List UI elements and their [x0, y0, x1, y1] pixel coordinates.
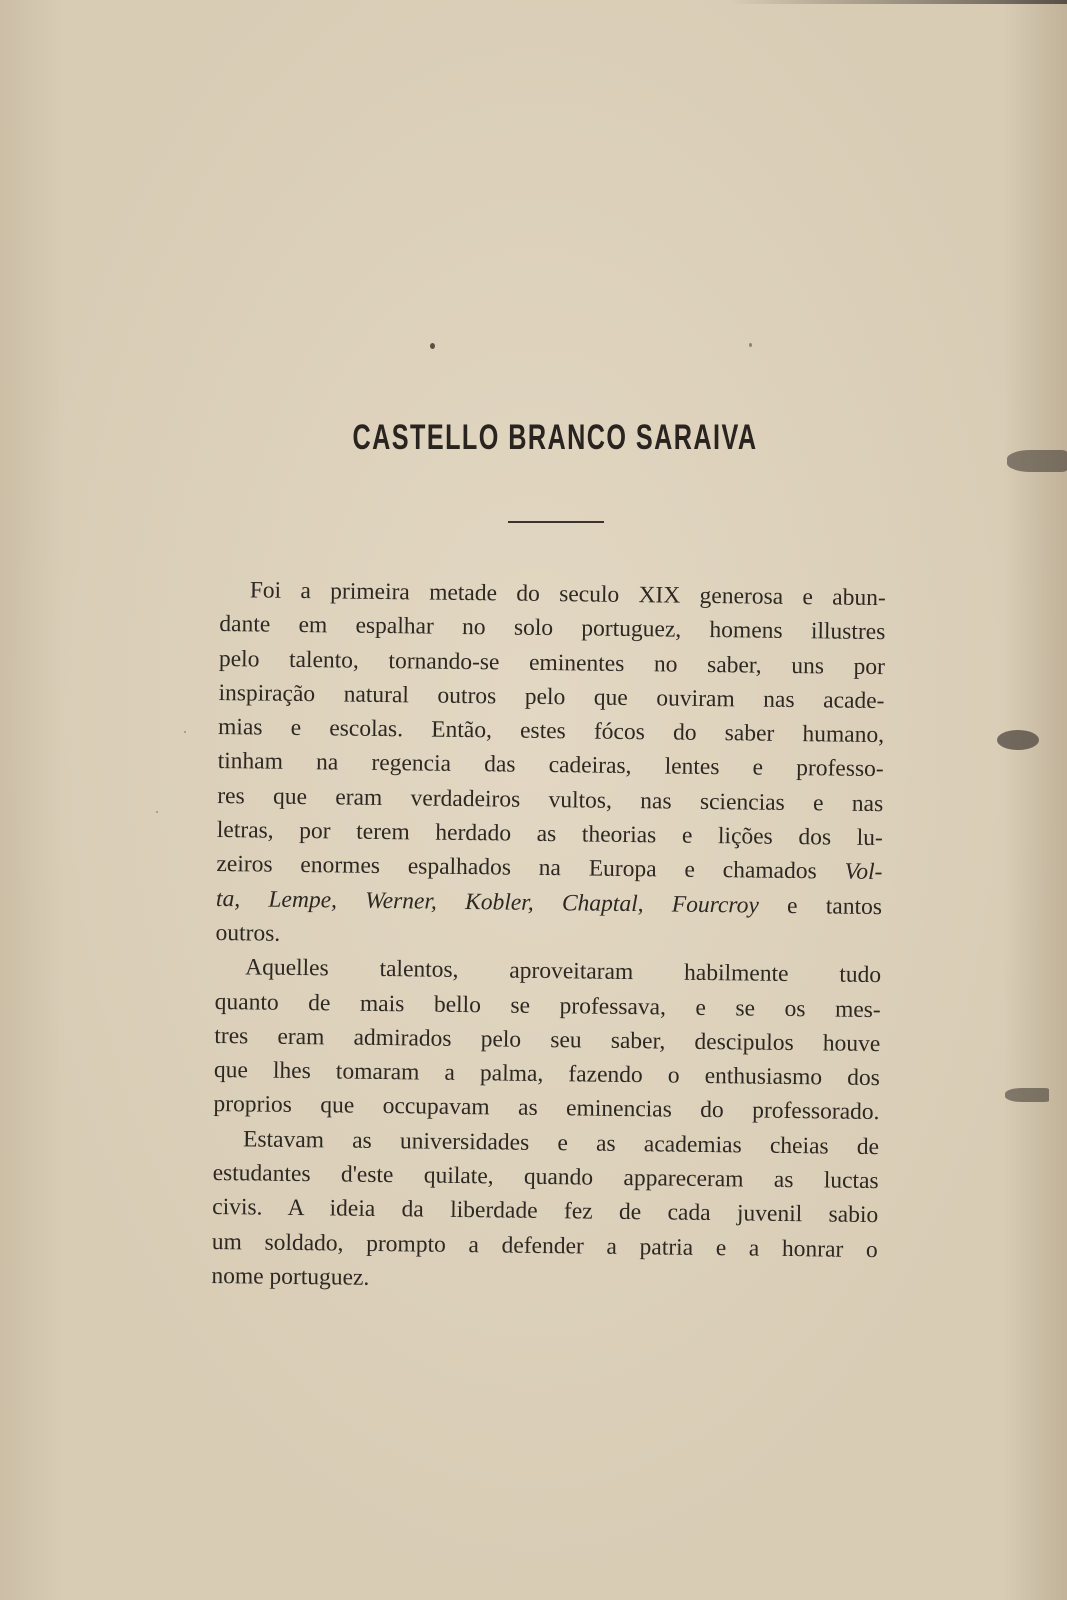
text-line: mias e escolas. Então, estes fócos do saber humano,: [217, 714, 885, 749]
text-line: pelo talento, tornando-se eminentes no saber, uns por: [218, 645, 886, 680]
text-line: civis. A ideia da liberdade fez de cada juvenil sabio: [212, 1194, 879, 1229]
paragraph-3: [211, 1122, 879, 1302]
chapter-title: CASTELLO BRANCO SARAIVA: [352, 418, 758, 457]
ink-speck: [156, 811, 158, 813]
italic-name: Fourcroy: [671, 891, 760, 919]
ink-speck: [184, 731, 186, 733]
text-line: letras, por terem herdado as theorias e lições dos lu-: [216, 817, 883, 852]
text-line: quanto de mais bello se professava, e se os mes-: [214, 988, 881, 1023]
italic-name: Vol-: [844, 859, 883, 886]
binding-mark: [1007, 450, 1067, 472]
italic-name: Lempe,: [268, 886, 338, 914]
text-line: Foi a primeira metade do seculo XIX generosa e abun-: [249, 577, 886, 612]
text-segment: e tantos: [786, 892, 883, 920]
italic-name: Werner,: [365, 887, 438, 915]
text-line: proprios que occupavam as eminencias do professorado.: [213, 1091, 880, 1126]
text-line: Aquelles talentos, aproveitaram habilmente tudo: [245, 954, 882, 989]
text-line: inspiração natural outros pelo que ouviram nas acade-: [218, 679, 885, 715]
text-line: Estavam as universidades e as academias cheias de: [242, 1126, 880, 1160]
text-line: res que eram verdadeiros vultos, nas sciencias e nas: [217, 782, 884, 817]
text-line: que lhes tomaram a palma, fazendo o enthusiasmo dos: [213, 1057, 881, 1092]
body-text: [211, 573, 886, 1301]
text-line: um soldado, prompto a defender a patria e a honrar o: [211, 1228, 878, 1263]
ink-speck: [430, 343, 435, 349]
text-line: outros.: [215, 919, 281, 947]
ink-speck: [749, 343, 752, 347]
text-line: nome portuguez.: [211, 1262, 370, 1291]
italic-name: Chaptal,: [561, 889, 644, 917]
italic-name: ta,: [215, 885, 241, 912]
binding-mark: [1005, 1088, 1049, 1102]
text-line: tres eram admirados pelo seu saber, descipulos houve: [214, 1022, 881, 1057]
text-line: estudantes d'este quilate, quando appareceram as luctas: [212, 1160, 879, 1195]
title-rule: [508, 521, 604, 523]
paragraph-1: [215, 573, 886, 958]
italic-name: Kobler,: [464, 888, 534, 916]
page-edge-shadow: [727, 0, 1067, 4]
text-line: dante em espalhar no solo portuguez, homens illustres: [219, 611, 886, 646]
paragraph-2: [213, 950, 881, 1130]
text-line: tinham na regencia das cadeiras, lentes e professo-: [217, 748, 884, 783]
binding-mark: [997, 730, 1039, 750]
text-segment: zeiros enormes espalhados na Europa e chamados: [216, 851, 817, 885]
